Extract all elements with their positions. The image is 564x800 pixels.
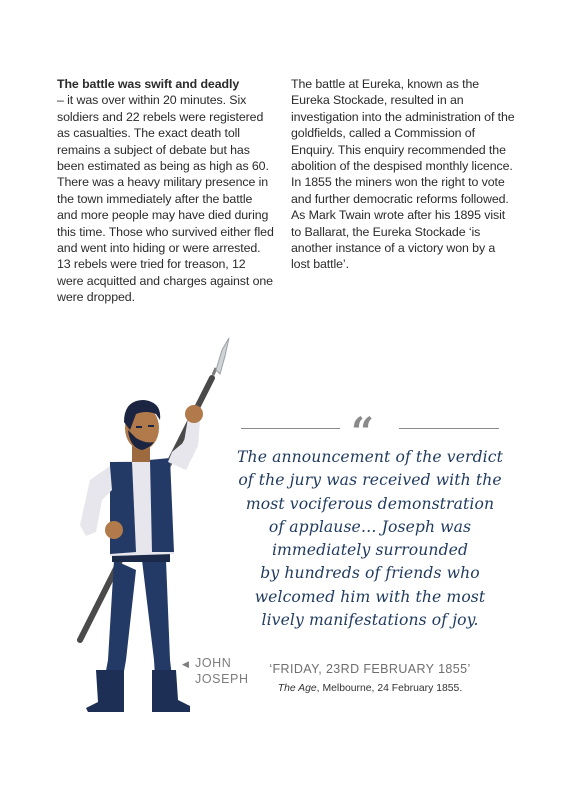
quote-date: ‘FRIDAY, 23RD FEBRUARY 1855’: [269, 662, 471, 676]
quote-line: of applause… Joseph was: [268, 517, 472, 536]
right-text-column: [291, 76, 516, 273]
quote-line: lively manifestations of joy.: [261, 611, 479, 630]
quote-line: most vociferous demonstration: [245, 494, 495, 513]
left-text-column: [57, 76, 275, 306]
quote-mark-icon: “: [351, 409, 375, 456]
right-column-body: The battle at Eureka, known as the Eureka Stockade, resulted in an investigation into the administration of the goldfields, called a Commission of Enquiry. This enquiry recommended the abolition of the despised monthly licence. In 1855 the miners won the right to vote and further democratic reforms followed. As Mark Twain wrote after his 1895 visit to Ballarat, the Eureka Stockade ‘is another instance of a victory won by a lost battle’.: [291, 77, 515, 272]
caption-line-2: JOSEPH: [195, 672, 249, 686]
section-lead: The battle was swift and deadly: [57, 77, 240, 91]
quote-line: immediately surrounded: [271, 541, 469, 560]
quote-source: [236, 683, 504, 694]
quote-rule-right: [399, 428, 499, 429]
quote-line: welcomed him with the most: [254, 587, 486, 606]
pull-quote: [236, 446, 504, 632]
left-column-body: – it was over within 20 minutes. Six soldiers and 22 rebels were registered as casualties. The exact death toll remains a subject of debate but has been estimated as being as high as 60. There was a heavy military presence in the town immediately after the battle and more people may have died during this time. Those who survived either fled and went into hiding or were arrested. 13 rebels were tried for treason, 12 were acquitted and charges against one were dropped.: [57, 93, 274, 305]
quote-line: by hundreds of friends who: [260, 564, 480, 583]
john-joseph-illustration: [50, 330, 230, 750]
quote-line: The announcement of the verdict: [237, 448, 503, 466]
quote-line: of the jury was received with the: [238, 471, 502, 490]
caption-pointer-icon: ◀: [182, 659, 190, 669]
source-details: , Melbourne, 24 February 1855.: [316, 683, 463, 694]
quote-rule-left: [241, 428, 340, 429]
caption-line-1: JOHN: [195, 656, 232, 670]
source-publication: The Age: [277, 683, 317, 694]
